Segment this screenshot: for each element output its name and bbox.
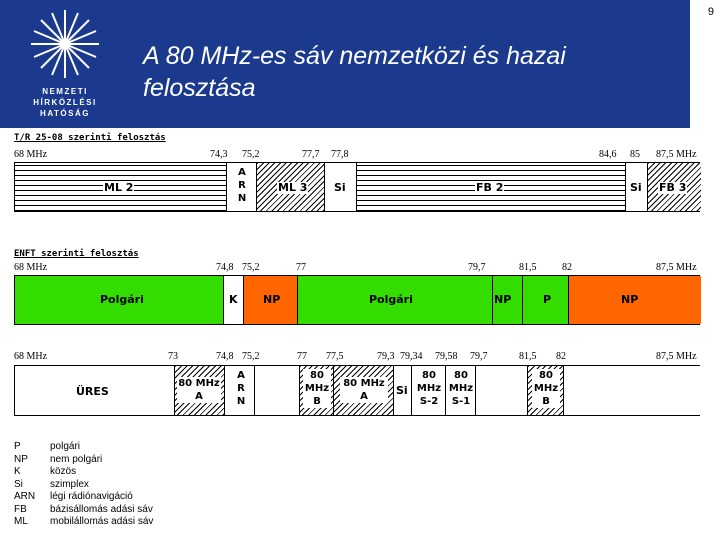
band-gap [255, 366, 300, 415]
logo-text-3: HATÓSÁG [40, 109, 90, 118]
legend-value: mobilállomás adási sáv [50, 516, 154, 527]
band-label-fb3: FB 3 [659, 181, 687, 194]
freq-label: 87,5 MHz [656, 262, 697, 273]
legend-value: szimplex [50, 478, 89, 490]
freq-label: 85 [630, 149, 640, 160]
band-arn [225, 366, 255, 415]
band-label-part: S-1 [451, 396, 471, 407]
band-label-part: A [195, 391, 203, 402]
freq-label: 79,58 [435, 351, 458, 362]
band-label-arn-n: N [237, 193, 247, 204]
band-label-np: NP [621, 293, 639, 306]
band-label-part: 80 [310, 370, 324, 381]
freq-label: 74,8 [216, 351, 234, 362]
freq-label: 79,7 [470, 351, 488, 362]
band-80mhz-b-1 [300, 366, 334, 415]
freq-label: 77,5 [326, 351, 344, 362]
band-p [523, 276, 569, 324]
header [0, 0, 720, 128]
legend-row [14, 504, 153, 517]
band-ures [15, 366, 175, 415]
band-polgari-2 [298, 276, 493, 324]
band-label-ures: ÜRES [76, 385, 109, 398]
section2-heading: ENFT szerinti felosztás [14, 249, 139, 259]
logo-text-1: NEMZETI [42, 87, 88, 96]
freq-label: 79,34 [400, 351, 423, 362]
band-bar-enft [14, 275, 700, 325]
band-label-arn-a: A [238, 167, 246, 178]
legend-key: K [14, 466, 21, 477]
band-label-fb2: FB 2 [476, 181, 504, 194]
band-80mhz-b-2 [528, 366, 564, 415]
freq-label: 75,2 [242, 149, 260, 160]
band-label-part: 80 [422, 370, 436, 381]
legend-value: polgári [50, 441, 81, 452]
band-bar-hungary [14, 365, 700, 416]
band-label-arn [236, 166, 248, 205]
freq-label: 79,3 [377, 351, 395, 362]
legend-row [14, 479, 153, 492]
legend-value: közös [50, 466, 77, 477]
band-label-polgari: Polgári [100, 293, 144, 306]
band-gap [564, 366, 701, 415]
band-label-part: B [542, 396, 550, 407]
freq-label: 75,2 [242, 351, 260, 362]
band-label-part: MHz [304, 383, 330, 394]
band-label-part: MHz [416, 383, 442, 394]
legend [14, 441, 153, 529]
band-label-arn-r: R [238, 180, 246, 191]
freq-label: 68 MHz [14, 262, 48, 273]
band-80mhz-a-1 [175, 366, 225, 415]
band-label-s1 [447, 369, 475, 408]
band-s2 [412, 366, 446, 415]
title-banner [130, 0, 690, 128]
band-label-part: A [360, 391, 368, 402]
band-arn [227, 163, 257, 211]
band-label-part: MHz [448, 383, 474, 394]
band-label-part: B [313, 396, 321, 407]
band-np-2 [493, 276, 523, 324]
freq-label: 82 [562, 262, 572, 273]
band-si2 [626, 163, 648, 211]
band-ml3 [257, 163, 325, 211]
freq-label: 87,5 MHz [656, 149, 697, 160]
band-label-ml2: ML 2 [104, 181, 134, 194]
page-number: 9 [707, 6, 714, 18]
band-80mhz-a-2 [334, 366, 394, 415]
legend-key: FB [14, 503, 27, 515]
band-si [325, 163, 357, 211]
band-label-np: NP [263, 293, 281, 306]
band-bar-tr2508 [14, 162, 700, 212]
freq-label: 68 MHz [14, 149, 48, 160]
band-label-part: 80 MHz [178, 378, 220, 389]
freq-label: 79,7 [468, 262, 486, 273]
freq-label: 81,5 [519, 262, 537, 273]
freq-label: 73 [168, 351, 178, 362]
band-label-si: Si [334, 181, 346, 194]
band-label-arn-r: R [237, 383, 245, 394]
logo [0, 0, 130, 128]
band-label-arn [235, 369, 247, 408]
band-si [394, 366, 412, 415]
legend-row [14, 516, 153, 529]
band-label-p: P [543, 293, 552, 306]
logo-text-2: HÍRKÖZLÉSI [33, 98, 97, 107]
freq-label: 87,5 MHz [656, 351, 697, 362]
legend-row [14, 454, 153, 467]
legend-row [14, 441, 153, 454]
band-gap [476, 366, 528, 415]
band-label-np: NP [494, 293, 512, 306]
legend-key: ARN [14, 491, 36, 502]
freq-label: 75,2 [242, 262, 260, 273]
section1-heading: T/R 25-08 szerinti felosztás [14, 133, 166, 143]
band-np-3 [569, 276, 701, 324]
freq-label: 82 [556, 351, 566, 362]
band-label-arn-a: A [237, 370, 245, 381]
star-logo-icon [0, 0, 130, 80]
band-label-80mhz-b [303, 369, 331, 408]
band-label-s2 [414, 369, 444, 408]
freq-label: 77 [297, 351, 307, 362]
freq-label: 77,7 [302, 149, 320, 160]
legend-row [14, 491, 153, 504]
legend-key: ML [14, 516, 28, 527]
legend-value: légi rádiónavigáció [50, 491, 133, 502]
band-label-polgari: Polgári [369, 293, 413, 306]
freq-label: 77 [296, 262, 306, 273]
page-title: A 80 MHz-es sáv nemzetközi és hazai felosztása [143, 42, 566, 102]
band-label-part: 80 MHz [343, 378, 385, 389]
legend-row [14, 466, 153, 479]
band-label-si2: Si [630, 181, 642, 194]
band-fb2 [357, 163, 626, 211]
band-label-part: 80 [454, 370, 468, 381]
band-label-80mhz-b [532, 369, 560, 408]
band-label-80mhz-a [340, 377, 388, 403]
legend-value: bázisállomás adási sáv [50, 503, 153, 515]
legend-key: P [14, 441, 21, 452]
freq-label: 68 MHz [14, 351, 48, 362]
band-label-arn-n: N [236, 396, 246, 407]
band-label-part: MHz [533, 383, 559, 394]
freq-label: 84,6 [599, 149, 617, 160]
band-label-80mhz-a [177, 377, 221, 403]
band-label-k: K [229, 293, 238, 306]
band-label-si: Si [396, 384, 408, 397]
band-np-1 [244, 276, 298, 324]
freq-label: 74,3 [210, 149, 228, 160]
band-label-part: 80 [539, 370, 553, 381]
legend-value: nem polgári [50, 453, 103, 465]
band-fb3 [648, 163, 701, 211]
band-k [224, 276, 244, 324]
band-ml2 [15, 163, 227, 211]
legend-key: Si [14, 478, 23, 490]
freq-label: 77,8 [331, 149, 349, 160]
legend-key: NP [14, 453, 28, 465]
freq-label: 74,8 [216, 262, 234, 273]
band-polgari-1 [15, 276, 224, 324]
band-label-ml3: ML 3 [278, 181, 308, 194]
freq-label: 81,5 [519, 351, 537, 362]
band-s1 [446, 366, 476, 415]
band-label-part: S-2 [419, 396, 439, 407]
